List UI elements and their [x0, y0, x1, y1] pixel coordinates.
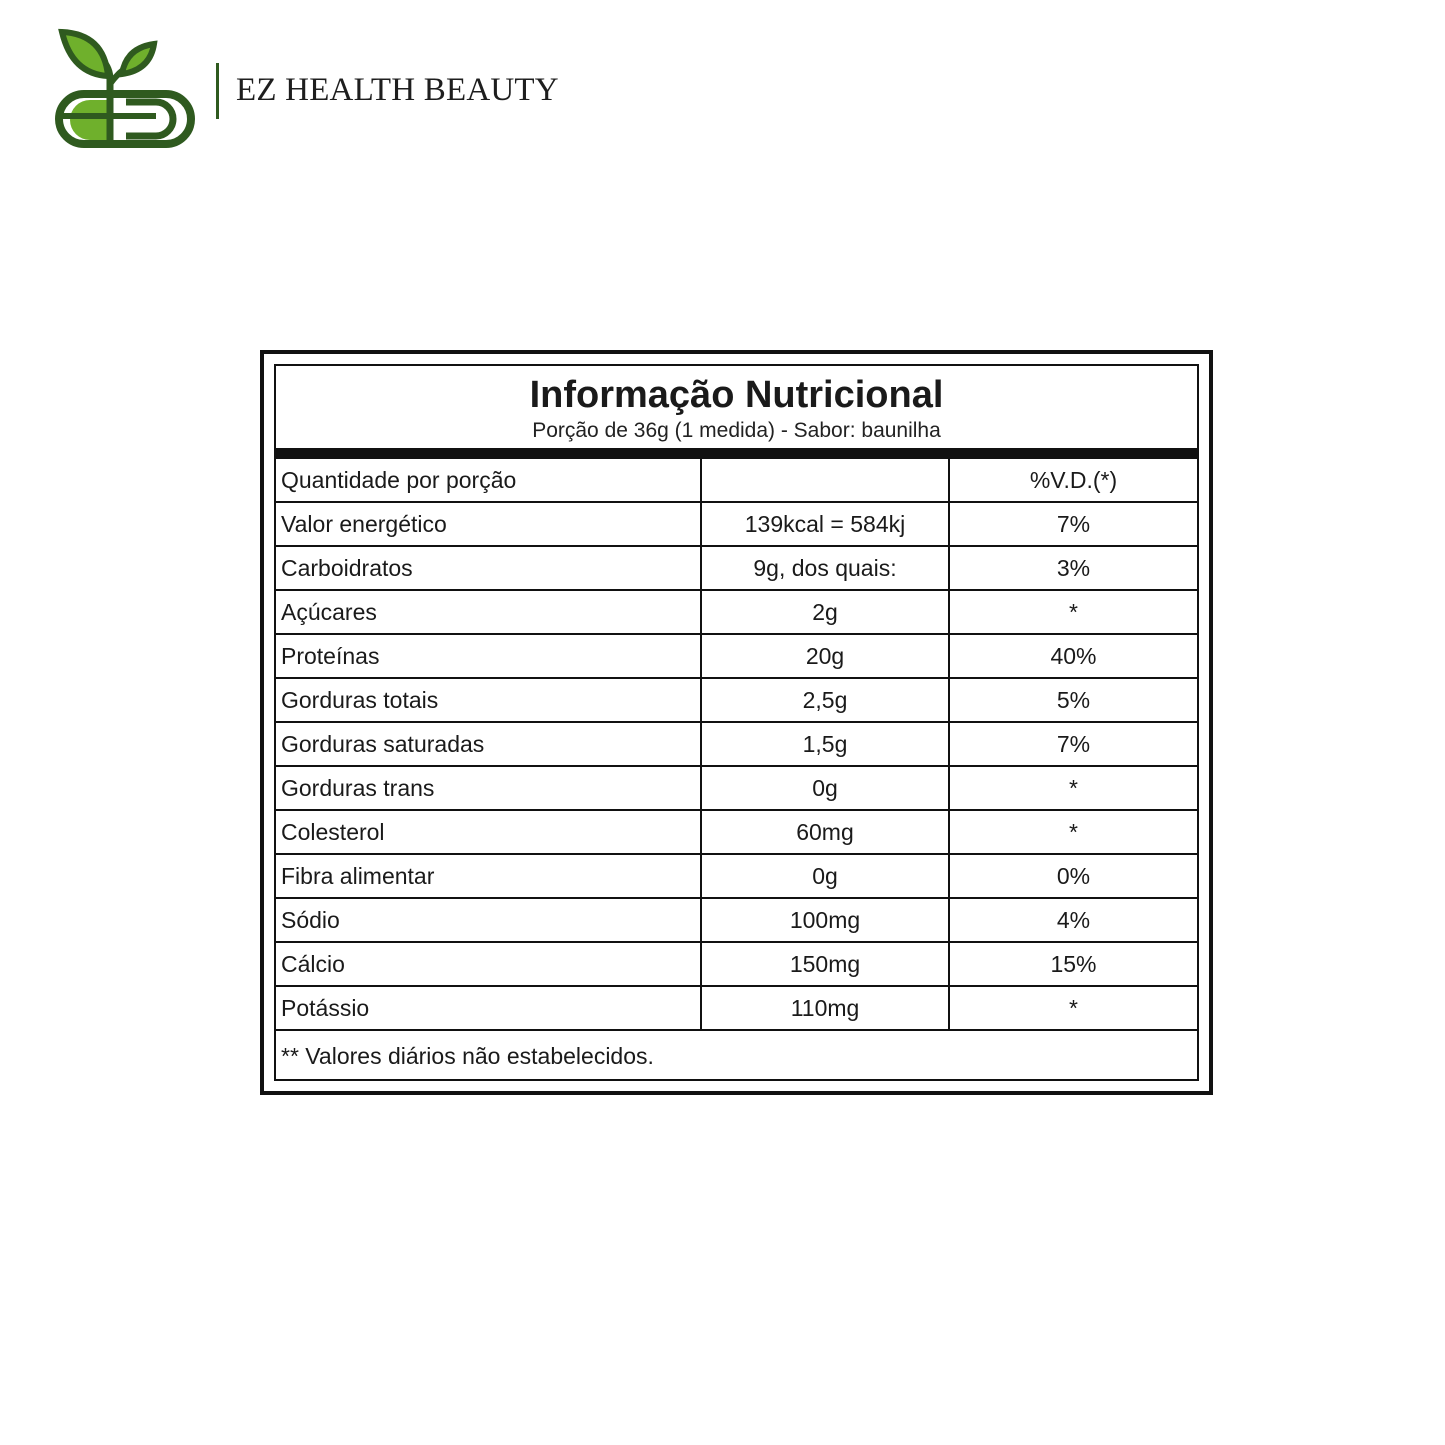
header-daily-value-label: %V.D.(*): [949, 459, 1197, 502]
nutrient-name: Gorduras trans: [276, 766, 701, 810]
table-row: [276, 810, 1197, 854]
table-row: [276, 590, 1197, 634]
nutrient-amount: 0g: [701, 766, 949, 810]
table-row: [276, 898, 1197, 942]
nutrient-name: Açúcares: [276, 590, 701, 634]
nutrition-footnote: ** Valores diários não estabelecidos.: [276, 1029, 1197, 1081]
nutrition-header: [276, 366, 1197, 459]
nutrient-name: Gorduras saturadas: [276, 722, 701, 766]
nutrition-facts-panel: [260, 350, 1213, 1095]
nutrient-name: Sódio: [276, 898, 701, 942]
nutrient-amount: 0g: [701, 854, 949, 898]
table-row: [276, 546, 1197, 590]
nutrient-name: Colesterol: [276, 810, 701, 854]
nutrient-daily-value: 5%: [949, 678, 1197, 722]
nutrient-daily-value: 15%: [949, 942, 1197, 986]
table-row: [276, 722, 1197, 766]
nutrient-daily-value: 3%: [949, 546, 1197, 590]
nutrient-daily-value: *: [949, 590, 1197, 634]
nutrient-amount: 100mg: [701, 898, 949, 942]
brand-name: EZ HEALTH BEAUTY: [236, 72, 559, 108]
table-header-row: [276, 459, 1197, 502]
header-quantity-label: Quantidade por porção: [281, 466, 517, 493]
table-row: [276, 678, 1197, 722]
nutrition-table: [276, 459, 1197, 1029]
nutrient-name: Proteínas: [276, 634, 701, 678]
nutrient-daily-value: *: [949, 986, 1197, 1029]
nutrient-daily-value: 0%: [949, 854, 1197, 898]
nutrient-name: Fibra alimentar: [276, 854, 701, 898]
table-row: [276, 502, 1197, 546]
table-row: [276, 854, 1197, 898]
nutrient-amount: 150mg: [701, 942, 949, 986]
brand-header: [38, 28, 559, 153]
nutrient-name: Gorduras totais: [276, 678, 701, 722]
nutrient-name: Valor energético: [276, 502, 701, 546]
leaf-capsule-logo-icon: [38, 28, 206, 153]
table-row: [276, 634, 1197, 678]
brand-divider: [216, 63, 219, 119]
nutrition-title: Informação Nutricional: [529, 374, 944, 416]
nutrient-amount: 60mg: [701, 810, 949, 854]
nutrient-daily-value: 40%: [949, 634, 1197, 678]
nutrient-daily-value: *: [949, 810, 1197, 854]
nutrition-serving-size: Porção de 36g (1 medida) - Sabor: baunilha: [532, 419, 941, 442]
nutrient-amount: 110mg: [701, 986, 949, 1029]
nutrient-amount: 1,5g: [701, 722, 949, 766]
table-row: [276, 986, 1197, 1029]
table-row: [276, 942, 1197, 986]
nutrient-amount: 2,5g: [701, 678, 949, 722]
nutrient-daily-value: 7%: [949, 722, 1197, 766]
header-amount-cell: [701, 459, 949, 502]
nutrient-amount: 2g: [701, 590, 949, 634]
nutrient-daily-value: 7%: [949, 502, 1197, 546]
nutrient-amount: 9g, dos quais:: [701, 546, 949, 590]
nutrient-amount: 20g: [701, 634, 949, 678]
nutrient-amount: 139kcal = 584kj: [701, 502, 949, 546]
nutrient-name: Potássio: [276, 986, 701, 1029]
nutrient-daily-value: *: [949, 766, 1197, 810]
nutrient-daily-value: 4%: [949, 898, 1197, 942]
nutrient-name: Cálcio: [276, 942, 701, 986]
table-row: [276, 766, 1197, 810]
nutrition-facts-inner: [274, 364, 1199, 1081]
nutrient-name: Carboidratos: [276, 546, 701, 590]
